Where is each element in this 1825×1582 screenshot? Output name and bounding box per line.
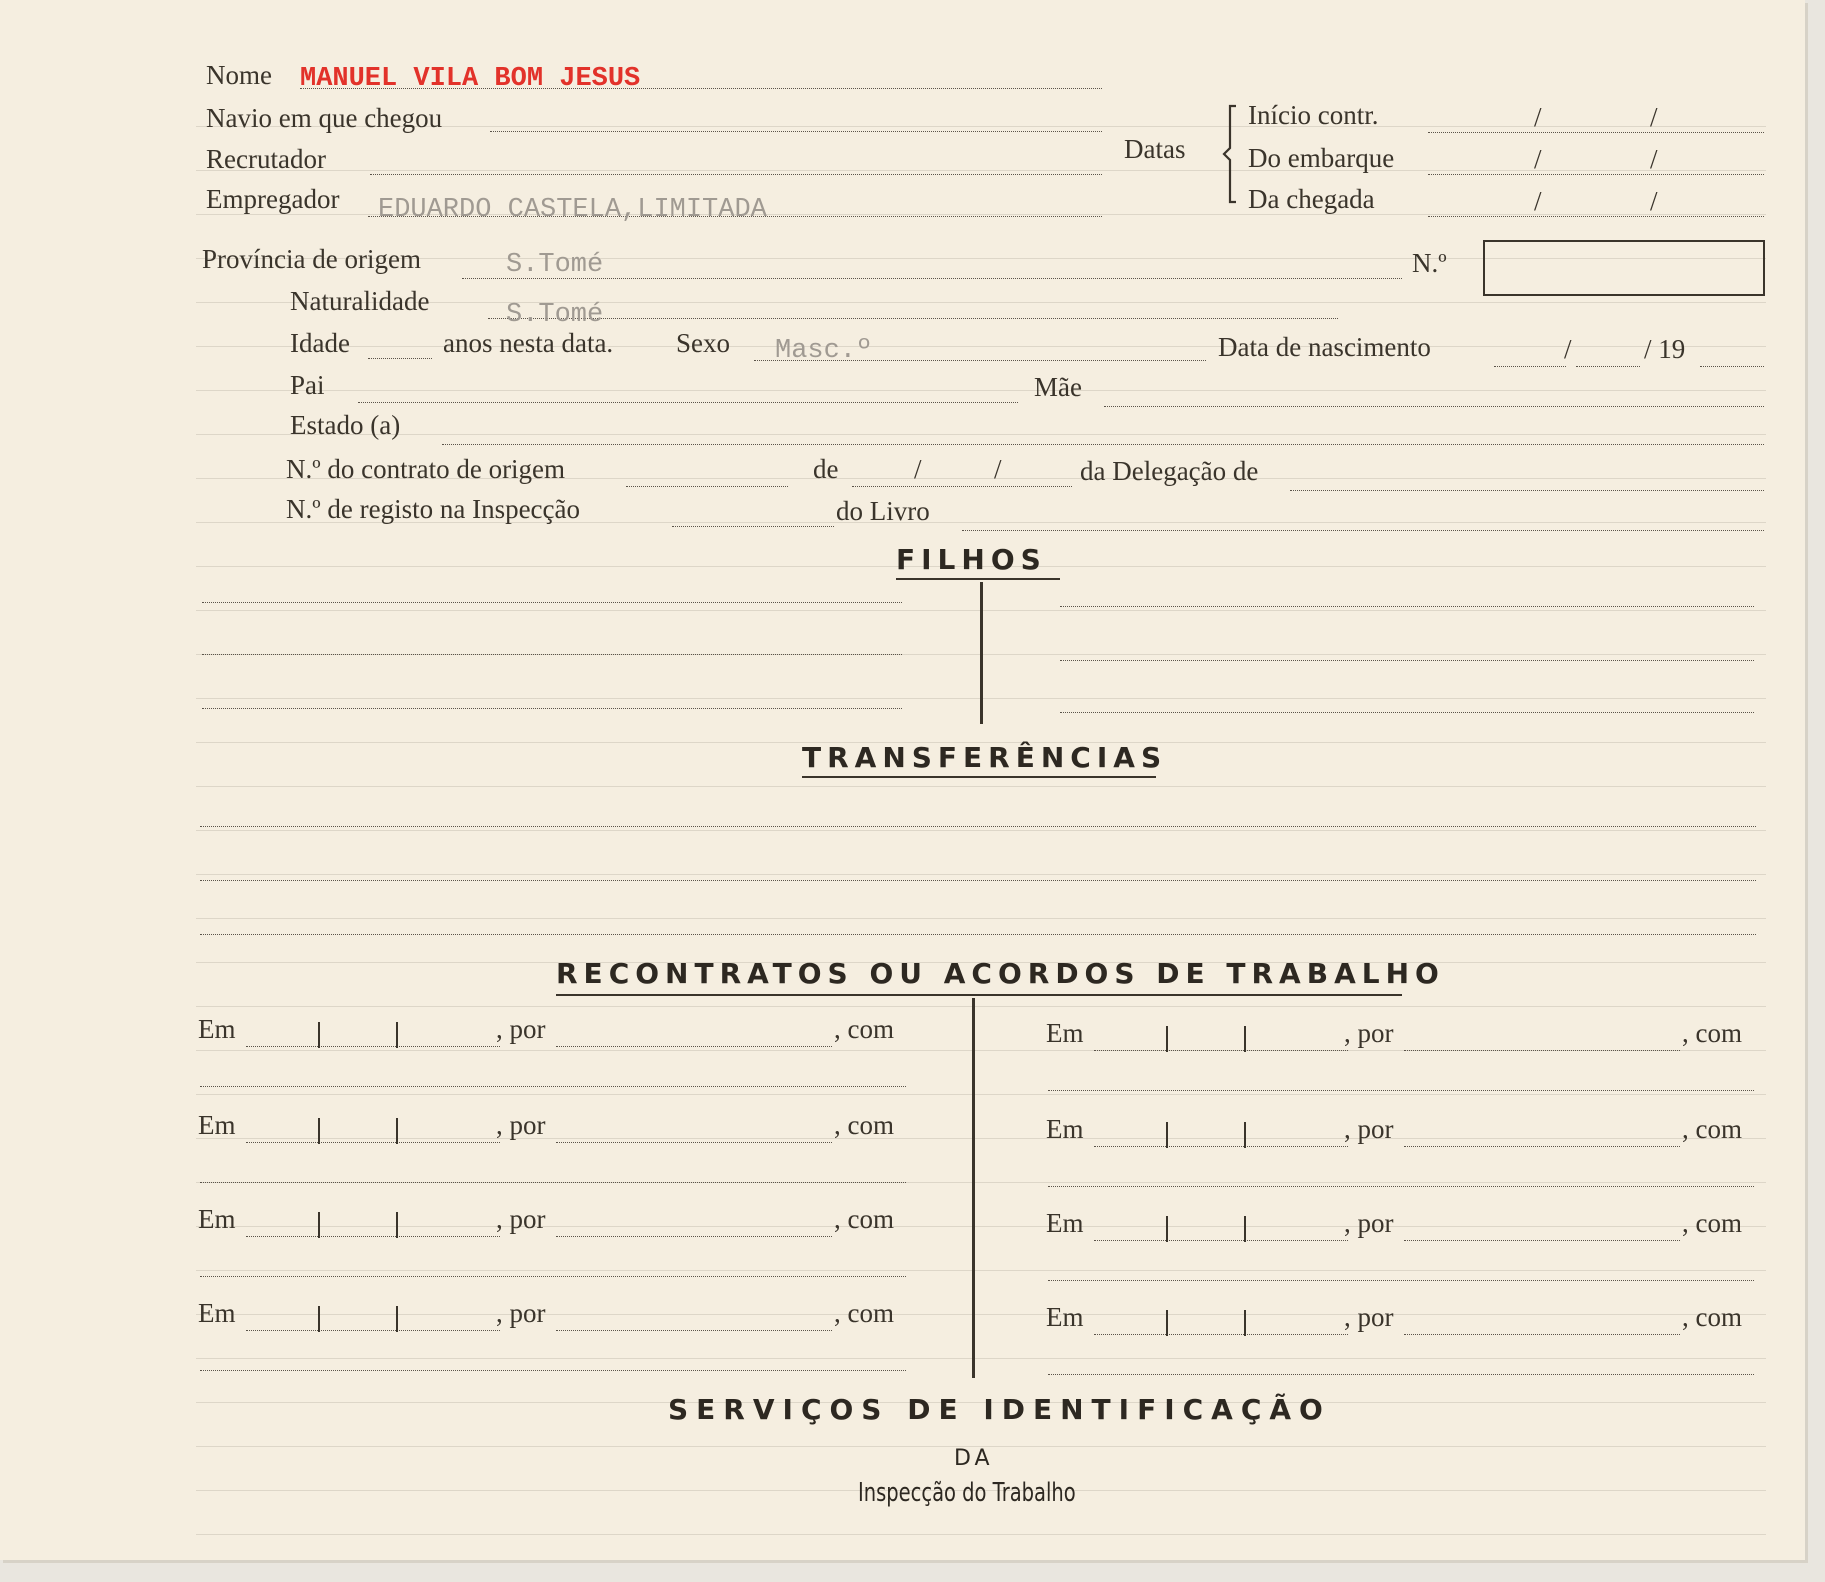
nome-value: MANUEL VILA BOM JESUS [300,64,641,94]
recontrato-date-field[interactable] [246,1046,500,1047]
chegada-label: Da chegada [1248,184,1375,214]
recontrato-continuation-field[interactable] [200,1370,906,1371]
navio-label: Navio em que chegou [206,103,443,133]
registo-label: N.º de registo na Inspecção [286,494,581,524]
card-rule-line [196,1270,1766,1271]
card-rule-line [196,1534,1766,1535]
recontrato-date-tick [396,1306,398,1332]
datas-field-2[interactable] [1428,174,1764,175]
filhos-line-right-2[interactable] [1060,660,1754,661]
recontrato-por-label: , por [1344,1018,1394,1048]
recontrato-date-field[interactable] [246,1330,500,1331]
recontrato-date-tick [1244,1216,1246,1242]
contrato-date-sep-1: / [914,454,922,484]
idade-label: Idade [290,328,350,358]
recontratos-heading: RECONTRATOS OU ACORDOS DE TRABALHO [556,957,1445,990]
card-rule-line [196,170,1766,171]
recontrato-date-field[interactable] [1094,1334,1348,1335]
recrutador-label: Recrutador [206,144,326,174]
datas-sep: / [1534,102,1542,132]
nascimento-label: Data de nascimento [1218,332,1431,362]
recontrato-date-tick [318,1212,320,1238]
card-rule-line [196,1006,1766,1007]
card-rule-line [196,434,1766,435]
card-rule-line [196,830,1766,831]
recontratos-divider [972,998,975,1378]
delegacao-label: da Delegação de [1080,456,1259,486]
datas-brace [1222,104,1244,204]
recontrato-por-field[interactable] [556,1142,832,1143]
recontrato-date-tick [396,1118,398,1144]
recontrato-com-label: , com [1682,1208,1742,1238]
idade-field[interactable] [368,358,432,359]
recrutador-field[interactable] [370,174,1102,175]
recontrato-com-label: , com [834,1298,894,1328]
recontrato-em-label: Em [1046,1114,1084,1144]
card-rule-line [196,346,1766,347]
card-rule-line [196,1094,1766,1095]
datas-sep: / [1650,102,1658,132]
card-rule-line [196,1314,1766,1315]
filhos-line-right-1[interactable] [1060,606,1754,607]
contrato-field[interactable] [626,486,788,487]
transferencias-line-2[interactable] [200,880,1756,881]
recontrato-em-label: Em [198,1110,236,1140]
provincia-value: S.Tomé [506,250,604,280]
filhos-underline [896,578,1060,580]
recontrato-com-label: , com [834,1110,894,1140]
card-rule-line [196,918,1766,919]
recontrato-em-label: Em [1046,1208,1084,1238]
datas-field-1[interactable] [1428,132,1764,133]
provincia-label: Província de origem [202,244,421,274]
transferencias-line-1[interactable] [200,826,1756,827]
recontrato-date-tick [318,1306,320,1332]
recontrato-com-label: , com [834,1014,894,1044]
nascimento-day-field[interactable] [1494,366,1566,367]
recontrato-por-field[interactable] [1404,1240,1680,1241]
livro-field[interactable] [962,530,1764,531]
nascimento-year-prefix: / 19 [1644,334,1686,364]
recontrato-com-label: , com [1682,1302,1742,1332]
card-rule-line [196,1138,1766,1139]
recontrato-em-label: Em [1046,1018,1084,1048]
recontrato-em-label: Em [1046,1302,1084,1332]
nascimento-year-field[interactable] [1700,366,1764,367]
recontrato-por-label: , por [496,1014,546,1044]
recontrato-por-field[interactable] [556,1330,832,1331]
recontrato-com-label: , com [1682,1114,1742,1144]
pai-label: Pai [290,370,325,400]
estado-label: Estado (a) [290,410,401,440]
datas-sep: / [1534,186,1542,216]
recontrato-continuation-field[interactable] [200,1182,906,1183]
pai-field[interactable] [358,402,1018,403]
recontrato-date-tick [318,1118,320,1144]
recontrato-date-field[interactable] [246,1236,500,1237]
navio-field[interactable] [490,131,1102,132]
naturalidade-field[interactable] [488,318,1338,319]
card-rule-line [196,302,1766,303]
anos-label: anos nesta data. [443,328,614,358]
livro-label: do Livro [836,496,930,526]
recontrato-por-label: , por [1344,1114,1394,1144]
footer-inspeccao: Inspecção do Trabalho [858,1478,1076,1508]
recontrato-por-field[interactable] [556,1236,832,1237]
filhos-line-left-1[interactable] [202,602,902,603]
recontrato-por-label: , por [496,1204,546,1234]
card-rule-line [196,786,1766,787]
recontrato-date-tick [318,1022,320,1048]
transferencias-heading: TRANSFERÊNCIAS [802,741,1168,774]
contrato-label: N.º do contrato de origem [286,454,566,484]
recontrato-date-tick [1166,1216,1168,1242]
recontrato-date-tick [1244,1026,1246,1052]
contrato-de-label: de [813,454,839,484]
mae-field[interactable] [1104,406,1764,407]
recontrato-com-label: , com [1682,1018,1742,1048]
empregador-label: Empregador [206,184,340,214]
recontrato-por-label: , por [1344,1302,1394,1332]
sexo-value: Masc.º [775,336,873,366]
datas-field-3[interactable] [1428,216,1764,217]
card-rule-line [196,1358,1766,1359]
delegacao-field[interactable] [1290,490,1764,491]
card-rule-line [196,874,1766,875]
recontrato-continuation-field[interactable] [1048,1374,1754,1375]
recontrato-continuation-field[interactable] [1048,1280,1754,1281]
filhos-line-right-3[interactable] [1060,712,1754,713]
recontrato-por-label: , por [496,1298,546,1328]
numero-label: N.º [1412,248,1447,278]
recontrato-date-tick [1166,1122,1168,1148]
nascimento-sep: / [1564,334,1572,364]
recontrato-date-tick [1166,1026,1168,1052]
datas-sep: / [1650,144,1658,174]
estado-field[interactable] [442,444,1764,445]
recontratos-underline [556,994,1402,996]
nascimento-month-field[interactable] [1576,366,1640,367]
filhos-heading: FILHOS [896,543,1047,576]
recontrato-date-field[interactable] [1094,1146,1348,1147]
filhos-line-left-3[interactable] [202,708,902,709]
recontrato-por-field[interactable] [1404,1050,1680,1051]
datas-sep: / [1650,186,1658,216]
embarque-label: Do embarque [1248,143,1395,173]
recontrato-date-field[interactable] [1094,1050,1348,1051]
datas-label: Datas [1124,134,1186,164]
recontrato-continuation-field[interactable] [200,1276,906,1277]
recontrato-em-label: Em [198,1204,236,1234]
nome-label: Nome [206,60,272,90]
recontrato-date-tick [1244,1122,1246,1148]
recontrato-date-tick [1166,1310,1168,1336]
recontrato-por-field[interactable] [556,1046,832,1047]
sexo-label: Sexo [676,328,730,358]
registo-field[interactable] [672,526,834,527]
recontrato-em-label: Em [198,1298,236,1328]
recontrato-com-label: , com [834,1204,894,1234]
card-rule-line [196,390,1766,391]
recontrato-date-tick [396,1212,398,1238]
naturalidade-label: Naturalidade [290,286,430,316]
recontrato-date-tick [1244,1310,1246,1336]
card-rule-line [196,1226,1766,1227]
recontrato-date-field[interactable] [246,1142,500,1143]
recontrato-date-tick [396,1022,398,1048]
recontrato-por-field[interactable] [1404,1334,1680,1335]
recontrato-continuation-field[interactable] [200,1086,906,1087]
empregador-value: EDUARDO CASTELA,LIMITADA [378,195,767,225]
naturalidade-value: S.Tomé [506,300,604,330]
numero-box[interactable] [1483,240,1765,296]
recontrato-por-field[interactable] [1404,1146,1680,1147]
contrato-date-sep-2: / [994,454,1002,484]
contrato-date-field[interactable] [852,486,1072,487]
footer-title: SERVIÇOS DE IDENTIFICAÇÃO [668,1393,1331,1426]
transferencias-underline [802,776,1156,778]
datas-sep: / [1534,144,1542,174]
filhos-line-left-2[interactable] [202,654,902,655]
mae-label: Mãe [1034,372,1082,402]
footer-da: DA [954,1446,994,1471]
recontrato-continuation-field[interactable] [1048,1186,1754,1187]
recontrato-continuation-field[interactable] [1048,1090,1754,1091]
recontrato-por-label: , por [1344,1208,1394,1238]
recontrato-por-label: , por [496,1110,546,1140]
recontrato-date-field[interactable] [1094,1240,1348,1241]
inicio-label: Início contr. [1248,100,1379,130]
recontrato-em-label: Em [198,1014,236,1044]
filhos-divider [980,582,983,724]
transferencias-line-3[interactable] [200,934,1756,935]
